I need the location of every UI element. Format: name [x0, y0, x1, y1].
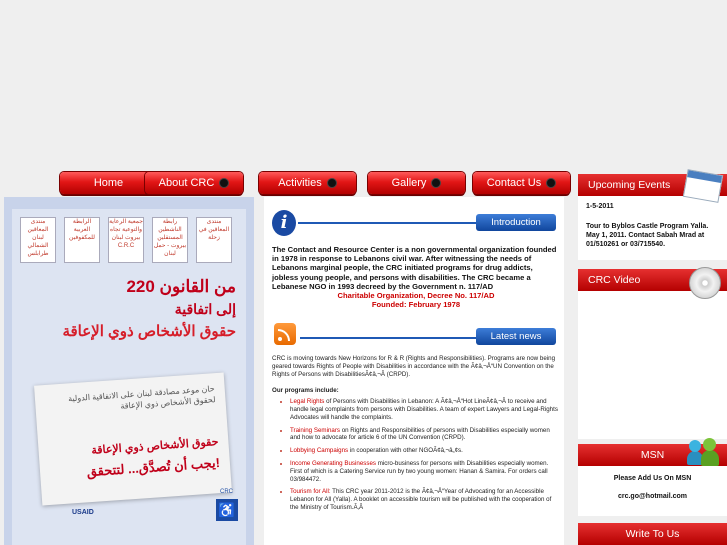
poster-org-card: رابطة الناشطين المستقلين بيروت - حمل لبنان: [152, 217, 188, 263]
program-desc: This CRC year 2011-2012 is the Ã¢â‚¬Å“Year of Advocating for an Accessible Lebanon for All (Yalla). A booklet on accessible tourism will be published with the cooperation of the Ministry of Tourism.Ã‚Â: [290, 488, 552, 511]
calendar-icon: [683, 169, 723, 203]
upcoming-events-box: [578, 174, 727, 260]
poster-org-card: منتدى المعاقين في زحلة: [196, 217, 232, 263]
msn-buddies-icon: [689, 438, 721, 466]
bullet-icon: [219, 178, 229, 188]
rss-icon[interactable]: [274, 323, 296, 345]
poster-slogan-line1: حقوق الأشخاص ذوي الإعاقة: [91, 436, 219, 457]
top-blank-area: [0, 0, 727, 172]
program-link-training[interactable]: Training Seminars: [290, 426, 340, 434]
upcoming-events-title: Upcoming Events: [588, 179, 671, 191]
nav-about-label: About CRC: [158, 177, 215, 189]
accessibility-icon: ♿: [216, 499, 238, 521]
latest-news-tag: Latest news: [476, 328, 556, 345]
program-desc: on Rights and Responsibilities of persons with Disabilities especially women and how to advocate for article 6 of the UN Convention (CRPD).: [290, 426, 550, 442]
introduction-tag: Introduction: [476, 214, 556, 231]
nav-activities-label: Activities: [278, 177, 322, 189]
write-to-us-title: Write To Us: [625, 528, 680, 540]
programs-heading: Our programs include:: [272, 387, 339, 395]
program-desc: micro-business for persons with Disabilities especially women. First of which is a Catering Service run by two young women: Hanan & Samira. For orders call 03/984472.: [290, 459, 549, 483]
poster-org-card: الرابطة العربية للمكفوفين: [64, 217, 100, 263]
event-date: 1-5-2011: [586, 203, 614, 210]
msn-email[interactable]: crc.go@hotmail.com: [617, 493, 688, 500]
poster-title-line1: من القانون 220: [126, 277, 236, 296]
poster-title-line2: إلى اتفاقية: [174, 301, 236, 317]
introduction-text: [272, 245, 560, 309]
list-item: [290, 447, 560, 455]
poster-logo-text: CRC: [220, 489, 233, 495]
nav-contact[interactable]: [473, 172, 570, 194]
crc-video-title: CRC Video: [588, 274, 641, 286]
poster-card-text: حان موعد مصادقة لبنان على الاتفاقية الدولية لحقوق الأشخاص ذوي الإعاقة: [67, 384, 216, 411]
nav-about[interactable]: [145, 172, 243, 194]
bullet-icon: [327, 178, 337, 188]
list-item: [290, 398, 560, 421]
news-body: [272, 355, 560, 517]
msn-instruction: Please Add Us On MSN: [613, 475, 692, 482]
list-item: [290, 427, 560, 443]
poster-message-card: [34, 373, 232, 506]
program-desc: of Persons with Disabilities in Lebanon: A Ã¢â‚¬Å“Hot LineÃ¢â‚¬Â to receive and handle legal complaints from persons with Disabilities. A team of expert Lawyers and Legal-Rights Advocates will handle the complaints.: [290, 398, 558, 421]
msn-header: [578, 444, 727, 466]
nav-home[interactable]: [60, 172, 157, 194]
write-to-us-box: [578, 523, 727, 545]
programs-list: [272, 398, 560, 512]
poster-org-card: منتدى المعاقين لبنان الشمالي طرابلس: [20, 217, 56, 263]
event-description[interactable]: Tour to Byblos Castle Program Yalla. May 1, 2011. Contact Sabah Mrad at 01/510261 or 03/715540.: [586, 223, 709, 248]
info-icon: i: [272, 210, 296, 236]
divider-line: [300, 337, 480, 339]
campaign-poster[interactable]: [12, 209, 246, 545]
poster-title: [36, 277, 236, 340]
main-content: [264, 197, 564, 545]
nav-activities[interactable]: [259, 172, 356, 194]
nav-gallery-label: Gallery: [391, 177, 427, 189]
upcoming-events-header: [578, 174, 727, 196]
bullet-icon: [546, 178, 556, 188]
usaid-logo: USAID: [72, 509, 94, 516]
list-item: [290, 460, 560, 483]
msn-title: MSN: [640, 449, 665, 461]
nav-contact-label: Contact Us: [486, 177, 542, 189]
news-paragraph: CRC is moving towards New Horizons for R & R (Rights and Responsibilities). Programs are now being geared towards Rights of People with Disabilities in accordance with the Ã¢â‚¬Å“UN Convention on the Rights of Persons with DisabilitiesÃ¢â‚¬Â (CRPD).: [272, 355, 556, 378]
write-to-us-header[interactable]: [578, 523, 727, 545]
poster-title-line3: حقوق الأشخاص ذوي الإعاقة: [62, 323, 236, 340]
nav-home-label: Home: [93, 177, 124, 189]
program-link-income[interactable]: Income Generating Businesses: [290, 459, 376, 467]
disc-icon: [689, 267, 721, 299]
program-link-tourism[interactable]: Tourism for All:: [290, 488, 331, 496]
org-decree-line: Charitable Organization, Decree No. 117/AD: [337, 291, 495, 301]
right-sidebar: [578, 172, 727, 545]
crc-video-box: [578, 269, 727, 439]
poster-panel: [4, 197, 254, 545]
poster-slogan-line2: يجب أن تُصدَّق... لتتحقق!: [86, 455, 221, 480]
intro-paragraph: The Contact and Resource Center is a non governmental organization founded in 1978 in response to Lebanons civil war. After witnessing the needs of Lebanons marginal people, the CRC initiated programs for drug addicts, jobless young people, and persons with disabilities. The CRC became a Lebanese NGO in 1993 decreed by the Government n. 117/AD: [272, 245, 557, 291]
program-desc: in cooperation with other NGOÃ¢â‚¬â„¢s.: [348, 447, 463, 455]
program-link-legal[interactable]: Legal Rights: [290, 398, 325, 406]
poster-org-card: جمعية الرعاية والتوعية تجاه بيروت لبنان C.R.C: [108, 217, 144, 263]
msn-box: [578, 444, 727, 516]
video-player-area[interactable]: [578, 291, 727, 431]
crc-video-header: [578, 269, 727, 291]
main-navigation: [55, 172, 575, 196]
bullet-icon: [431, 178, 441, 188]
nav-gallery[interactable]: [368, 172, 465, 194]
divider-line: [298, 222, 478, 224]
org-founded-line: Founded: February 1978: [371, 300, 461, 310]
program-link-lobbying[interactable]: Lobbying Campaigns: [290, 447, 349, 455]
list-item: [290, 488, 560, 511]
